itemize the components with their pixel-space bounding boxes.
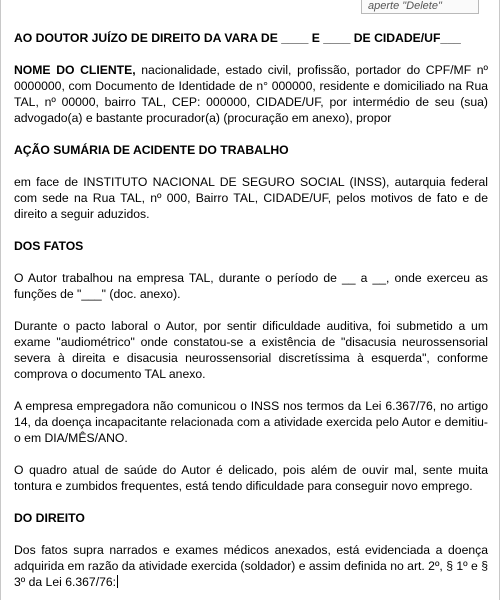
client-name: NOME DO CLIENTE,	[14, 63, 136, 77]
against-paragraph: em face de INSTITUTO NACIONAL DE SEGURO SOCIAL (INSS), autarquia federal com sede na Rua TAL, nº 000, Bairro TAL, CIDADE/UF, pelos motivos de fato e de direito a seguir aduzidos.	[14, 175, 488, 221]
facts-paragraph-4: O quadro atual de saúde do Autor é delicado, pois além de ouvir mal, sente muita tontura e zumbidos frequentes, está tendo dificuldade para conseguir novo emprego.	[14, 463, 488, 493]
client-paragraph	[14, 62, 488, 126]
facts-paragraph-3: A empresa empregadora não comunicou o INSS nos termos da Lei 6.367/76, no artigo 14, da doença incapacitante relacionada com a atividade exercida pelo Autor e demitiu-o em DIA/MÊS/ANO.	[14, 399, 488, 445]
action-title: AÇÃO SUMÁRIA DE ACIDENTE DO TRABALHO	[14, 143, 289, 157]
law-paragraph-text: Dos fatos supra narrados e exames médicos anexados, está evidenciada a doença adquirida em razão da atividade exercida (soldador) e assim definida no art. 2º, § 1º e § 3º da Lei 6.367/76:	[14, 543, 488, 589]
facts-title: DOS FATOS	[14, 239, 84, 253]
facts-paragraph-2: Durante o pacto laboral o Autor, por sentir dificuldade auditiva, foi submetido a um exame "audiométrico" onde constatou-se a existência de "disacusia neurossensorial severa à direita e disacusia neurossensorial discretíssima à esquerda", conforme comprova o documento TAL anexo.	[14, 319, 488, 381]
delete-hint: aperte "Delete"	[361, 0, 479, 14]
client-details: nacionalidade, estado civil, profissão, portador do CPF/MF nº 0000000, com Documento de Identidade de n° 000000, residente e domiciliado na Rua TAL, nº 00000, bairro TAL, CEP: 000000, CIDADE/UF, por intermédio de seu (sua) advogado(a) e bastante procurador(a) (procuração em anexo), propor	[14, 63, 488, 125]
text-cursor	[117, 575, 118, 588]
law-paragraph-1[interactable]	[14, 542, 488, 590]
court-header: AO DOUTOR JUÍZO DE DIREITO DA VARA DE ____ E ____ DE CIDADE/UF___	[14, 31, 461, 45]
law-title: DO DIREITO	[14, 511, 85, 525]
facts-paragraph-1: O Autor trabalhou na empresa TAL, durante o período de __ a __, onde exerceu as funções de "___" (doc. anexo).	[14, 271, 488, 301]
document-content[interactable]	[14, 30, 488, 590]
